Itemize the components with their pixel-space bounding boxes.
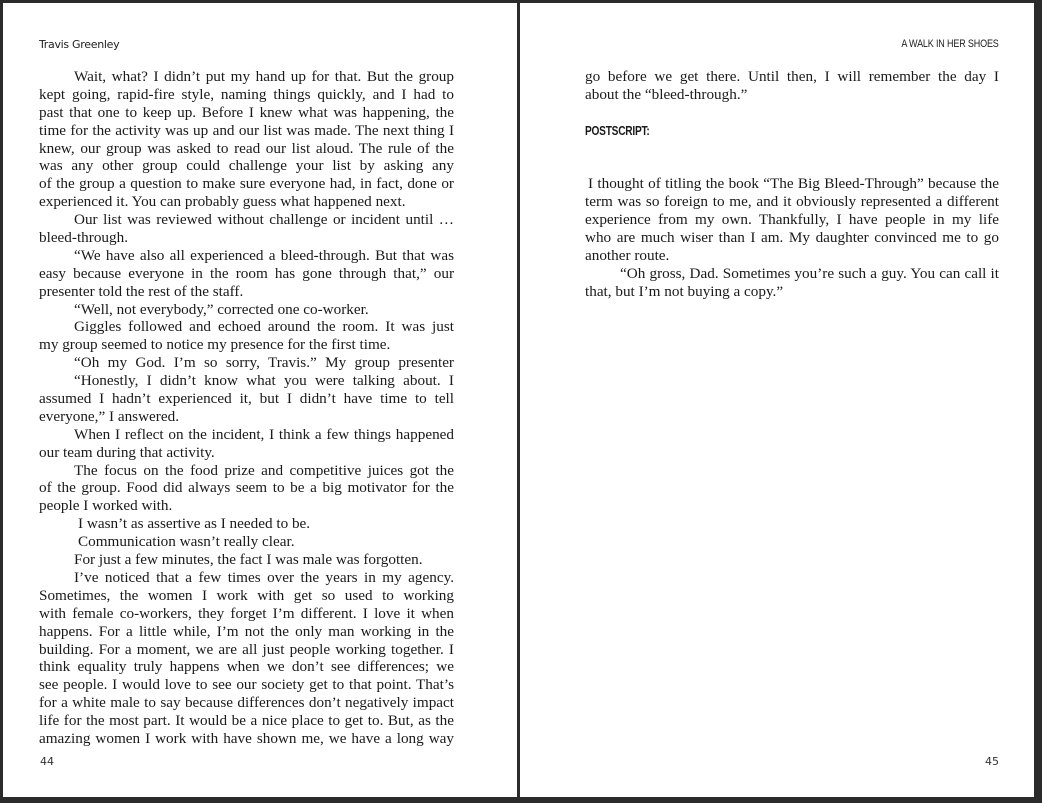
text-line: time for the activity was up and our list was made. The next thing I: [39, 121, 454, 139]
text-line: for a white male to say because differences don’t negatively impact: [39, 694, 454, 712]
text-line: with female co-workers, they forget I’m different. I love it when: [39, 604, 454, 622]
text-line: Giggles followed and echoed around the room. It was just: [74, 318, 454, 336]
text-line: I thought of titling the book “The Big Bleed-Through” because the: [588, 175, 999, 193]
text-line: knew, our group was asked to read our list aloud. The rule of the: [39, 139, 454, 157]
text-line: I wasn’t as assertive as I needed to be.: [78, 515, 311, 533]
spacer: [585, 140, 999, 158]
text-line: When I reflect on the incident, I think a few things happened: [74, 425, 454, 443]
text-line: people I worked with.: [39, 497, 173, 515]
running-head-author: Travis Greenley: [39, 38, 120, 51]
text-line: easy because everyone in the room has gone through that,” our: [39, 264, 454, 282]
text-line: past that one to keep up. Before I knew what was happening, the: [39, 103, 454, 121]
text-line: building. For a moment, we are all just people working together. I: [39, 640, 454, 658]
text-line: was any other group could challenge your list by asking any: [39, 157, 454, 175]
page-number-right: 45: [985, 755, 999, 768]
text-line: everyone,” I answered.: [39, 407, 179, 425]
text-line: Communication wasn’t really clear.: [78, 533, 295, 551]
text-line: Sometimes, the women I work with get so used to working: [39, 586, 454, 604]
text-line: The focus on the food prize and competitive juices got the: [74, 461, 454, 479]
text-line: “Honestly, I didn’t know what you were talking about. I: [74, 372, 454, 390]
text-line: life for the most part. It would be a nice place to get to. But, as the: [39, 712, 454, 730]
text-line: see people. I would love to see our society get to that point. That’s: [39, 676, 454, 694]
section-heading-postscript: POSTSCRIPT:: [585, 122, 650, 138]
text-line: about the “bleed-through.”: [585, 85, 748, 103]
spacer: [585, 157, 999, 175]
page-number-left: 44: [40, 755, 54, 768]
text-line: that, but I’m not buying a copy.”: [585, 282, 784, 300]
text-line: of the group a question to make sure everyone had, in fact, done or: [39, 175, 454, 193]
postscript-text: [585, 175, 999, 300]
text-line: For just a few minutes, the fact I was male was forgotten.: [74, 551, 423, 569]
text-line: of the group. Food did always seem to be a big motivator for the: [39, 479, 454, 497]
text-line: “Oh gross, Dad. Sometimes you’re such a guy. You can call it: [620, 264, 999, 282]
text-line: “Oh my God. I’m so sorry, Travis.” My group presenter: [74, 354, 454, 372]
text-line: another route.: [585, 246, 670, 264]
text-line: go before we get there. Until then, I will remember the day I: [585, 68, 999, 85]
right-page-body: [585, 68, 999, 301]
text-line: I’ve noticed that a few times over the years in my agency.: [74, 568, 454, 586]
text-line: kept going, rapid-fire style, naming things quickly, and I had to: [39, 85, 454, 103]
text-line: my group seemed to notice my presence for the first time.: [39, 336, 391, 354]
text-line: assumed I hadn’t experienced it, but I didn’t have time to tell: [39, 390, 454, 408]
running-head-title: A WALK IN HER SHOES: [901, 38, 999, 50]
text-line: who are much wiser than I am. My daughter convinced me to go: [585, 229, 999, 247]
right-page: [520, 3, 1034, 797]
text-line: Wait, what? I didn’t put my hand up for that. But the group: [74, 68, 454, 85]
text-line: amazing women I work with have shown me, we have a long way: [39, 729, 454, 747]
text-line: “Well, not everybody,” corrected one co-worker.: [74, 300, 369, 318]
text-line: bleed-through.: [39, 229, 128, 247]
text-line: experienced it. You can probably guess what happened next.: [39, 193, 406, 211]
text-line: experience from my own. Thankfully, I have people in my life: [585, 211, 999, 229]
text-line: Our list was reviewed without challenge or incident until …: [74, 211, 454, 229]
continued-paragraph: [585, 68, 999, 104]
text-line: term was so foreign to me, and it obviously represented a different: [585, 193, 999, 211]
text-line: our team during that activity.: [39, 443, 215, 461]
left-page-body: [39, 68, 454, 748]
text-line: think equality truly happens when we don’t see differences; we: [39, 658, 454, 676]
text-line: happens. For a little while, I’m not the only man working in the: [39, 622, 454, 640]
spacer: [585, 104, 999, 122]
text-line: presenter told the rest of the staff.: [39, 282, 244, 300]
left-page: [3, 3, 517, 797]
text-line: “We have also all experienced a bleed-through. But that was: [74, 246, 454, 264]
